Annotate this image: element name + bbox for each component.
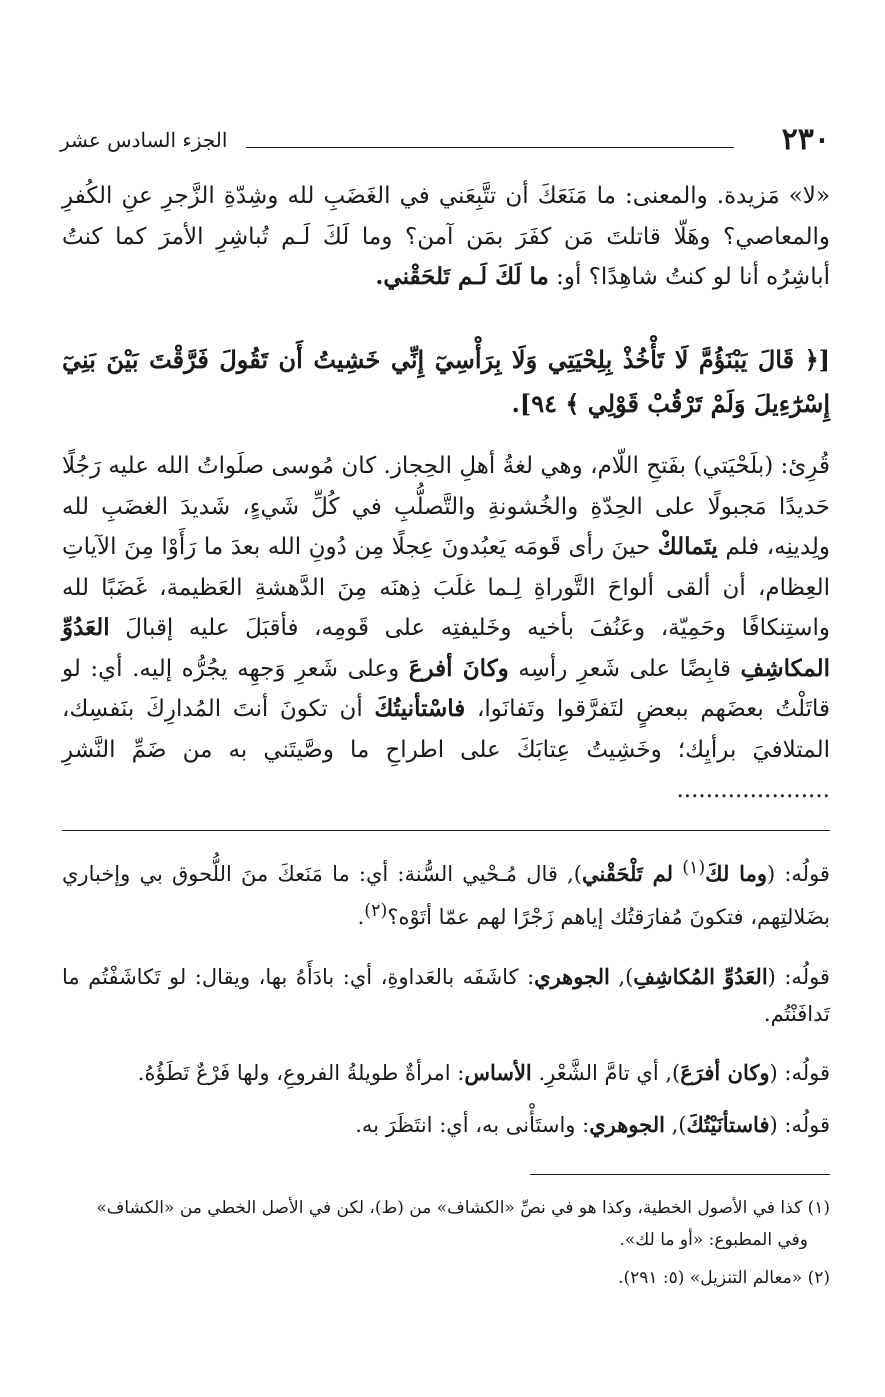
- commentary-2: قولُه: (العَدُوِّ المُكاشِفِ), الجوهري: كاشَفَه بالعَداوةِ، أي: بادَأَهُ بها، ويقال: لو تَكاشَفْتُم ما تَدافَنْتُم.: [62, 964, 830, 1026]
- header-rule: [246, 147, 734, 148]
- footnote-1-line-1: (١) كذا في الأصول الخطية، وكذا هو في نصِّ «الكشاف» من (ط)، لكن في الأصل الخطي من «الكشاف»: [96, 1198, 830, 1218]
- footnote-1-line-2: وفي المطبوع: «أو ما لك».: [619, 1230, 808, 1250]
- page-header: [60, 120, 830, 160]
- footnote-2: (٢) «معالم التنزيل» (٥: ٢٩١).: [618, 1268, 830, 1288]
- footnote-ref-2: (٢): [364, 901, 388, 921]
- footnote-1: [62, 1192, 830, 1256]
- verse-close-bracket: ﴾ ٩٤].: [511, 389, 580, 418]
- verse-open-bracket: [﴿: [804, 345, 830, 374]
- commentary-1: قولُه: (وما لكَ$^{(١)}$ لم تَلْحَقْني), قال مُـحْيي السُّنة: أي: ما مَنَعكَ منَ اللُّحوق بي وإخباري بضَلالتِهم، فتكونَ مُفارَقتُك إياهم زَجْرًا لهم عمّا أتَوْه؟$^{(٢)}$.: [62, 858, 830, 929]
- main-paragraph-1: «لا» مَزيدة. والمعنى: ما مَنَعَكَ أن تتَّبِعَني في الغَضَبِ لله وشِدّةِ الزَّجرِ عنِ الكُفرِ والمعاصي؟ وهَلّا قاتلتَ مَن كفَرَ بمَن آمن؟ وما لَكَ لَـم تُباشِرِ الأمرَ كما كنتُ أباشِرُه أنا لو كنتُ شاهِدًا؟ أو: ما لَكَ لَـم تَلحَقْني.: [62, 183, 830, 290]
- bold-phrase: ما لَكَ لَـم تَلحَقْني.: [375, 263, 549, 290]
- footnote-ref-1: (١): [682, 858, 706, 878]
- commentary-4: قولُه: (فاستأنَيْتُكَ), الجوهري: واستَأْنى به، أي: انتَظَرَ به.: [355, 1112, 830, 1137]
- commentary-divider: [62, 830, 830, 831]
- continuation-dots: .....................: [676, 777, 830, 803]
- running-title: الجزء السادس عشر: [60, 128, 228, 152]
- quran-verse: [62, 338, 830, 426]
- main-paragraph-2: قُرِئ: (بلَحْيَتي) بفَتحِ اللّام، وهي لغةُ أهلِ الحِجاز. كان مُوسى صلَواتُ الله عليه رَجُلًا حَديدًا مَجبولًا على الحِدّةِ والخُشونةِ والتَّصلُّبِ في كُلِّ شَيءٍ، شَديدَ الغضَبِ لله ولِدينِه، فلم يتَمالكْ حينَ رأى قَومَه يَعبُدونَ عِجلًا مِن دُونِ الله بعدَ ما رَأَوْا مِنَ الآياتِ العِظام، أن ألقى ألواحَ التَّوراةِ لِـما غلَبَ ذِهنَه مِنَ الدَّهشةِ العَظيمة، غَضَبًا لله واستِنكافًا وحَمِيّة، وعَنُفَ بأخيه وخَليفتِه على قَومِه، فأقبَلَ عليه إقبالَ العَدُوِّ المكاشِفِ قابِضًا على شَعرِ رأسِه وكانَ أفرعَ وعلى شَعرِ وَجهِه يجُرُّه إليه. أي: لو قاتَلْتُ بعضَهم ببعضٍ لتَفرَّقوا وتَفانَوا، فاسْتأنيتُكَ أن تكونَ أنتَ المُدارِكَ بنَفسِك، المتلافيَ برأيِك؛ وخَشِيتُ عِتابَكَ على اطراحِ ما وصَّيتَني به من ضَمِّ النَّشرِ .....................: [62, 453, 831, 803]
- footnote-divider: [530, 1174, 830, 1175]
- commentary-3: قولُه: (وكان أفرَعَ), أي تامَّ الشَّعْرِ. الأساس: امرأةٌ طويلةُ الفروعِ، ولها فَرْعٌ تَطَؤُهُ.: [137, 1060, 830, 1085]
- verse-text: قَالَ يَبْنَؤُمَّ لَا تَأْخُذْ بِلِحْيَتِي وَلَا بِرَأْسِيٓ إِنِّي خَشِيتُ أَن تَقُولَ فَرَّقْتَ بَيْنَ بَنِيٓ إِسْرَٰٓءِيلَ وَلَمْ تَرْقُبْ قَوْلِي: [62, 345, 830, 418]
- page-number: ٢٣٠: [781, 122, 830, 157]
